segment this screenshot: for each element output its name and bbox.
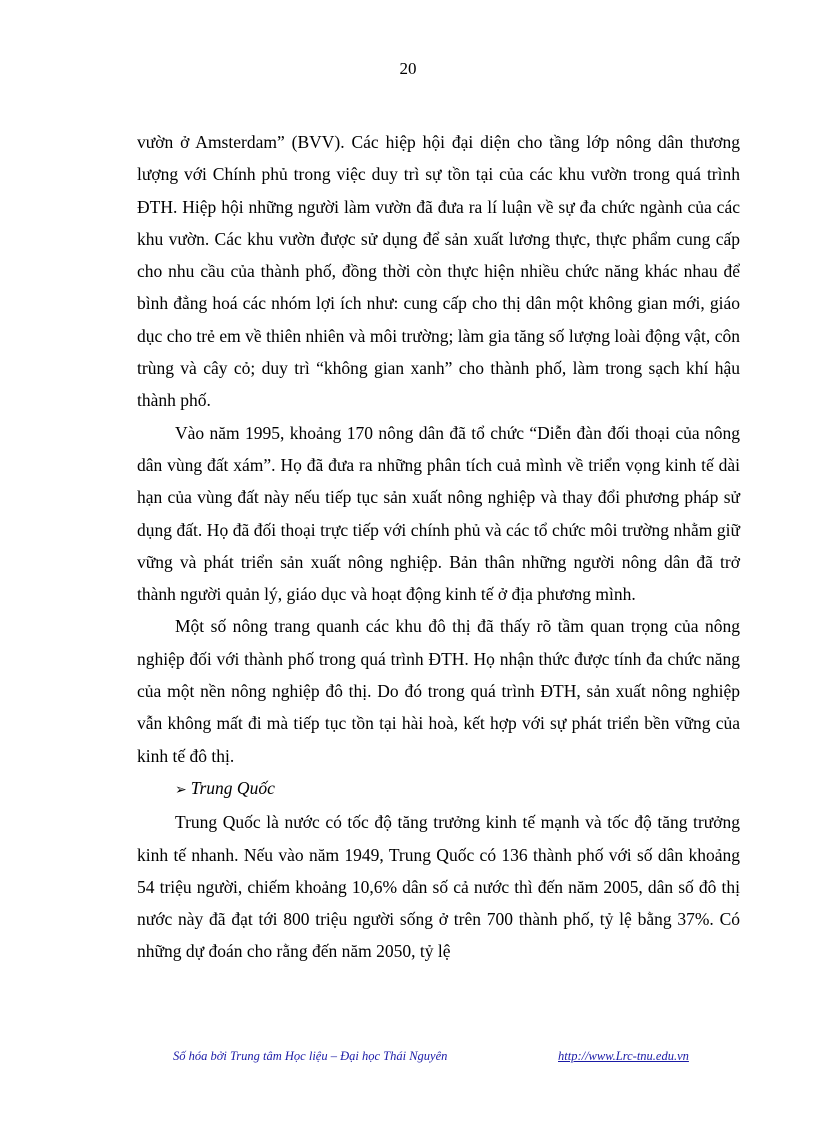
footer-link[interactable]: http://www.Lrc-tnu.edu.vn <box>558 1049 689 1063</box>
section-heading-text: Trung Quốc <box>190 777 275 798</box>
document-body <box>137 126 740 968</box>
paragraph-urban-farms: Một số nông trang quanh các khu đô thị đã thấy rõ tầm quan trọng của nông nghiệp đối với thành phố trong quá trình ĐTH. Họ nhận thức được tính đa chức năng của một nền nông nghiệp đô thị. Do đó trong quá trình ĐTH, sản xuất nông nghiệp vẫn không mất đi mà tiếp tục tồn tại hài hoà, kết hợp với sự phát triển bền vững của kinh tế đô thị. <box>137 616 740 766</box>
arrow-bullet-icon: ➢ <box>175 781 187 798</box>
paragraph-china: Trung Quốc là nước có tốc độ tăng trưởng kinh tế mạnh và tốc độ tăng trưởng kinh tế nhanh. Nếu vào năm 1949, Trung Quốc có 136 thành phố với số dân khoảng 54 triệu người, chiếm khoảng 10,6% dân số cả nước thì đến năm 2005, dân số đô thị nước này đã đạt tới 800 triệu người sống ở trên 700 thành phố, tỷ lệ bằng 37%. Có những dự đoán cho rằng đến năm 2050, tỷ lệ <box>137 812 740 962</box>
paragraph-continuation: vườn ở Amsterdam” (BVV). Các hiệp hội đại diện cho tầng lớp nông dân thương lượng với Chính phủ trong việc duy trì sự tồn tại của các khu vườn trong quá trình ĐTH. Hiệp hội những người làm vườn đã đưa ra lí luận về sự đa chức ngành của các khu vườn. Các khu vườn được sử dụng để sản xuất lương thực, thực phẩm cung cấp cho nhu cầu của thành phố, đồng thời còn thực hiện nhiều chức năng khác nhau để bình đẳng hoá các nhóm lợi ích như: cung cấp cho thị dân một không gian mới, giáo dục cho trẻ em về thiên nhiên và môi trường; làm gia tăng số lượng loài động vật, côn trùng và cây cỏ; duy trì “không gian xanh” cho thành phố, làm trong sạch khí hậu thành phố. <box>137 132 740 411</box>
paragraph-farmers-forum: Vào năm 1995, khoảng 170 nông dân đã tổ chức “Diễn đàn đối thoại của nông dân vùng đất xám”. Họ đã đưa ra những phân tích cuả mình về triển vọng kinh tế dài hạn của vùng đất này nếu tiếp tục sản xuất nông nghiệp và thay đổi phương pháp sử dụng đất. Họ đã đối thoại trực tiếp với chính phủ và các tổ chức môi trường nhằm giữ vững và phát triển sản xuất nông nghiệp. Bản thân những người nông dân đã trở thành người quản lý, giáo dục và hoạt động kinh tế ở địa phương mình. <box>137 422 740 605</box>
section-heading <box>137 772 740 806</box>
page-number: 20 <box>399 59 417 78</box>
footer-source: Số hóa bởi Trung tâm Học liệu – Đại học Thái Nguyên <box>173 1049 448 1063</box>
